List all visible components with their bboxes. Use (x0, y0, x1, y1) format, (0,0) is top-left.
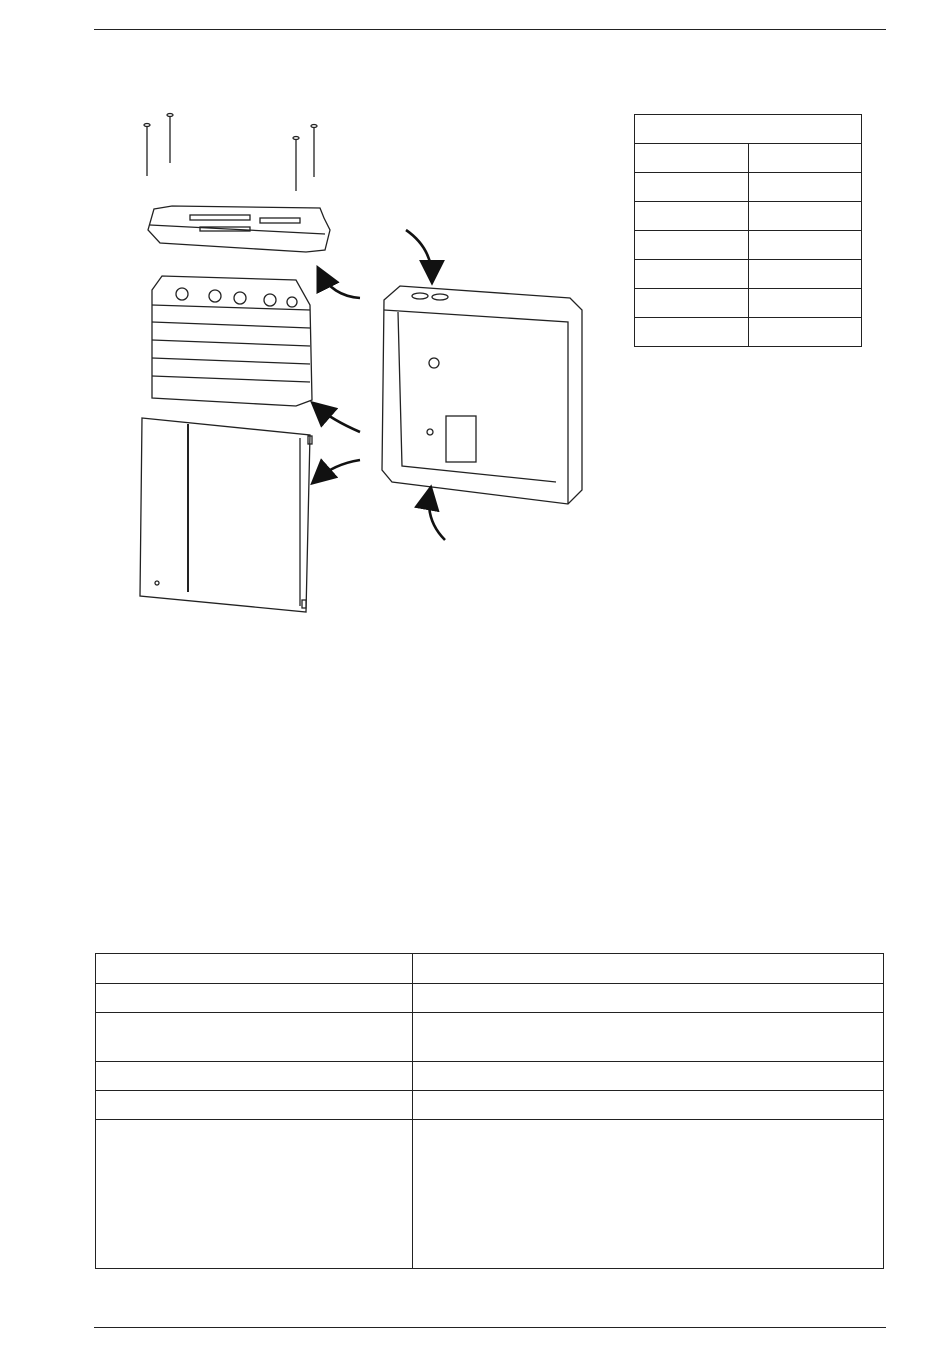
table-cell (96, 1091, 413, 1120)
legend-row (635, 202, 862, 231)
spec-table (95, 953, 884, 1269)
legend-label (748, 144, 862, 173)
legend-header-row (635, 115, 862, 144)
table-cell (96, 954, 413, 984)
front-cover-icon (140, 418, 312, 612)
table-row (96, 954, 884, 984)
legend-label (748, 202, 862, 231)
legend-number (635, 289, 749, 318)
legend-row (635, 289, 862, 318)
legend-number (635, 202, 749, 231)
table-cell (96, 1062, 413, 1091)
legend-number (635, 231, 749, 260)
legend-label (748, 289, 862, 318)
table-row (96, 1091, 884, 1120)
table-row (96, 1120, 884, 1269)
table-cell (413, 954, 884, 984)
legend-row (635, 260, 862, 289)
table-cell (96, 1013, 413, 1062)
legend-number (635, 318, 749, 347)
table-cell (96, 984, 413, 1013)
legend-label (748, 318, 862, 347)
legend-table (634, 114, 862, 347)
table-cell (413, 1091, 884, 1120)
legend-row (635, 144, 862, 173)
enclosure-icon (382, 286, 582, 504)
legend-number (635, 144, 749, 173)
legend-number (635, 173, 749, 202)
table-cell (96, 1120, 413, 1269)
table-cell (413, 1120, 884, 1269)
table-row (96, 984, 884, 1013)
legend-label (748, 231, 862, 260)
table-cell (413, 984, 884, 1013)
legend-header-cell (635, 115, 862, 144)
header-rule (94, 29, 886, 30)
table-cell (413, 1062, 884, 1091)
legend-row (635, 173, 862, 202)
legend-label (748, 173, 862, 202)
legend-number (635, 260, 749, 289)
footer-rule (94, 1327, 886, 1328)
legend-row (635, 318, 862, 347)
exploded-assembly-figure (120, 100, 620, 660)
arrow-icon (316, 230, 445, 540)
legend-label (748, 260, 862, 289)
mounting-plate-icon (148, 206, 330, 252)
table-cell (413, 1013, 884, 1062)
battery-module-icon (152, 276, 312, 406)
screw-icon (144, 114, 317, 192)
table-row (96, 1013, 884, 1062)
legend-row (635, 231, 862, 260)
table-row (96, 1062, 884, 1091)
exploded-diagram-icon (120, 100, 620, 660)
